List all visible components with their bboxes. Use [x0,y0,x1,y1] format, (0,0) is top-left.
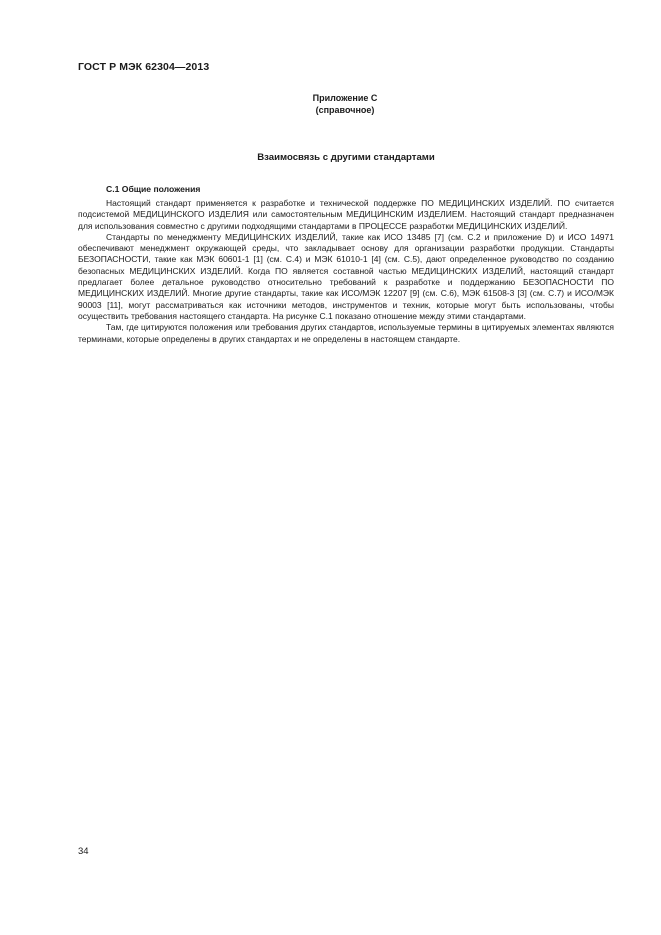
appendix-note: (справочное) [315,105,375,115]
paragraph: Стандарты по менеджменту МЕДИЦИНСКИХ ИЗДЕЛИЙ, такие как ИСО 13485 [7] (см. С.2 и приложение D) и ИСО 14971 обеспечивают менеджмент окружающей среды, что закладывает основу для организации разработки продукции. Стандарты БЕЗОПАСНОСТИ, такие как МЭК 60601-1 [1] (см. С.4) и МЭК 61010-1 [4] (см. С.5), дают определенное руководство по созданию безопасных МЕДИЦИНСКИХ ИЗДЕЛИЙ. Когда ПО является составной частью МЕДИЦИНСКИХ ИЗДЕЛИЙ, настоящий стандарт предлагает более детальное руководство относительно требований к разработке и поддержанию БЕЗОПАСНОСТИ ПО МЕДИЦИНСКИХ ИЗДЕЛИЙ. Многие другие стандарты, такие как ИСО/МЭК 12207 [9] (см. С.6), МЭК 61508-3 [3] (см. С.7) и ИСО/МЭК 90003 [11], могут рассматриваться как источники методов, инструментов и техник, которые могут быть использованы, чтобы осуществить требования настоящего стандарта. На рисунке С.1 показано отношение между этими стандартами. [78,231,614,321]
paragraph: Настоящий стандарт применяется к разработке и технической поддержке ПО МЕДИЦИНСКИХ ИЗДЕЛИЙ. ПО считается подсистемой МЕДИЦИНСКОГО ИЗДЕЛИЯ или самостоятельным МЕДИЦИНСКИМ ИЗДЕЛИЕМ. Настоящий стандарт предназначен для использования совместно с другими подходящими стандартами в ПРОЦЕССЕ разработки МЕДИЦИНСКИХ ИЗДЕЛИЙ. [78,198,614,231]
body-text [78,198,614,345]
appendix-heading [290,92,400,116]
section-title: Взаимосвязь с другими стандартами [257,152,435,163]
subsection-title: С.1 Общие положения [106,184,201,194]
paragraph: Там, где цитируются положения или требования других стандартов, используемые термины в цитируемых элементах являются терминами, которые определены в других стандартах и не определены в настоящем стандарте. [78,322,614,344]
standard-code-header: ГОСТ Р МЭК 62304—2013 [78,61,210,73]
page-number: 34 [78,846,89,857]
appendix-title: Приложение С [312,93,378,103]
